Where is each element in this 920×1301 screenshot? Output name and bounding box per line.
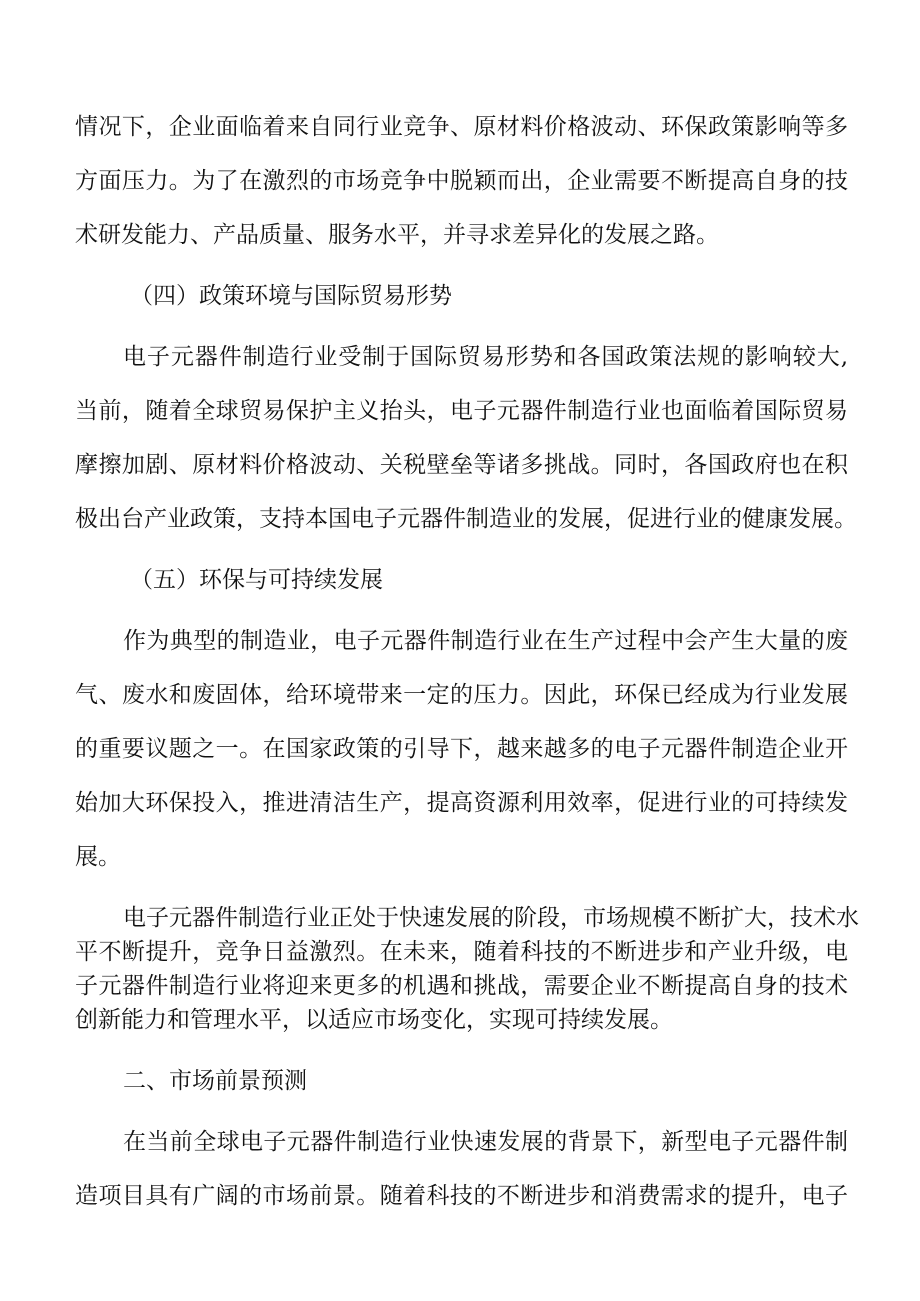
paragraph-line: 展。	[75, 844, 121, 870]
paragraph-line: 极出台产业政策，支持本国电子元器件制造业的发展，促进行业的健康发展。	[75, 506, 857, 532]
paragraph-line: 电子元器件制造行业正处于快速发展的阶段，市场规模不断扩大，技术水	[123, 905, 859, 931]
paragraph-line: 的重要议题之一。在国家政策的引导下，越来越多的电子元器件制造企业开	[75, 736, 848, 762]
paragraph-line: 气、废水和废固体，给环境带来一定的压力。因此，环保已经成为行业发展	[75, 682, 848, 708]
paragraph-line: 平不断提升，竞争日益激烈。在未来，随着科技的不断进步和产业升级，电	[75, 939, 848, 965]
paragraph-line: 造项目具有广阔的市场前景。随着科技的不断进步和消费需求的提升，电子	[75, 1183, 848, 1209]
paragraph-line: 摩擦加剧、原材料价格波动、关税壁垒等诸多挑战。同时，各国政府也在积	[75, 452, 848, 478]
paragraph-line: 在当前全球电子元器件制造行业快速发展的背景下，新型电子元器件制	[123, 1129, 848, 1155]
paragraph-line: 创新能力和管理水平，以适应市场变化，实现可持续发展。	[75, 1007, 673, 1033]
paragraph-line: 子元器件制造行业将迎来更多的机遇和挑战，需要企业不断提高自身的技术	[75, 973, 848, 999]
paragraph-line: 当前，随着全球贸易保护主义抬头，电子元器件制造行业也面临着国际贸易	[75, 398, 848, 424]
paragraph-line: 电子元器件制造行业受制于国际贸易形势和各国政策法规的影响较大,	[123, 344, 848, 370]
paragraph-line: 情况下，企业面临着来自同行业竞争、原材料价格波动、环保政策影响等多	[75, 114, 848, 140]
paragraph-line: 作为典型的制造业，电子元器件制造行业在生产过程中会产生大量的废	[123, 628, 848, 654]
heading-text: 二、市场前景预测	[123, 1068, 307, 1094]
heading-text: （五）环保与可持续发展	[130, 567, 383, 593]
heading-text: （四）政策环境与国际贸易形势	[130, 283, 452, 309]
paragraph-line: 方面压力。为了在激烈的市场竞争中脱颖而出，企业需要不断提高自身的技	[75, 168, 848, 194]
paragraph-line: 始加大环保投入，推进清洁生产，提高资源利用效率，促进行业的可持续发	[75, 790, 848, 816]
paragraph-line: 术研发能力、产品质量、服务水平，并寻求差异化的发展之路。	[75, 222, 719, 248]
